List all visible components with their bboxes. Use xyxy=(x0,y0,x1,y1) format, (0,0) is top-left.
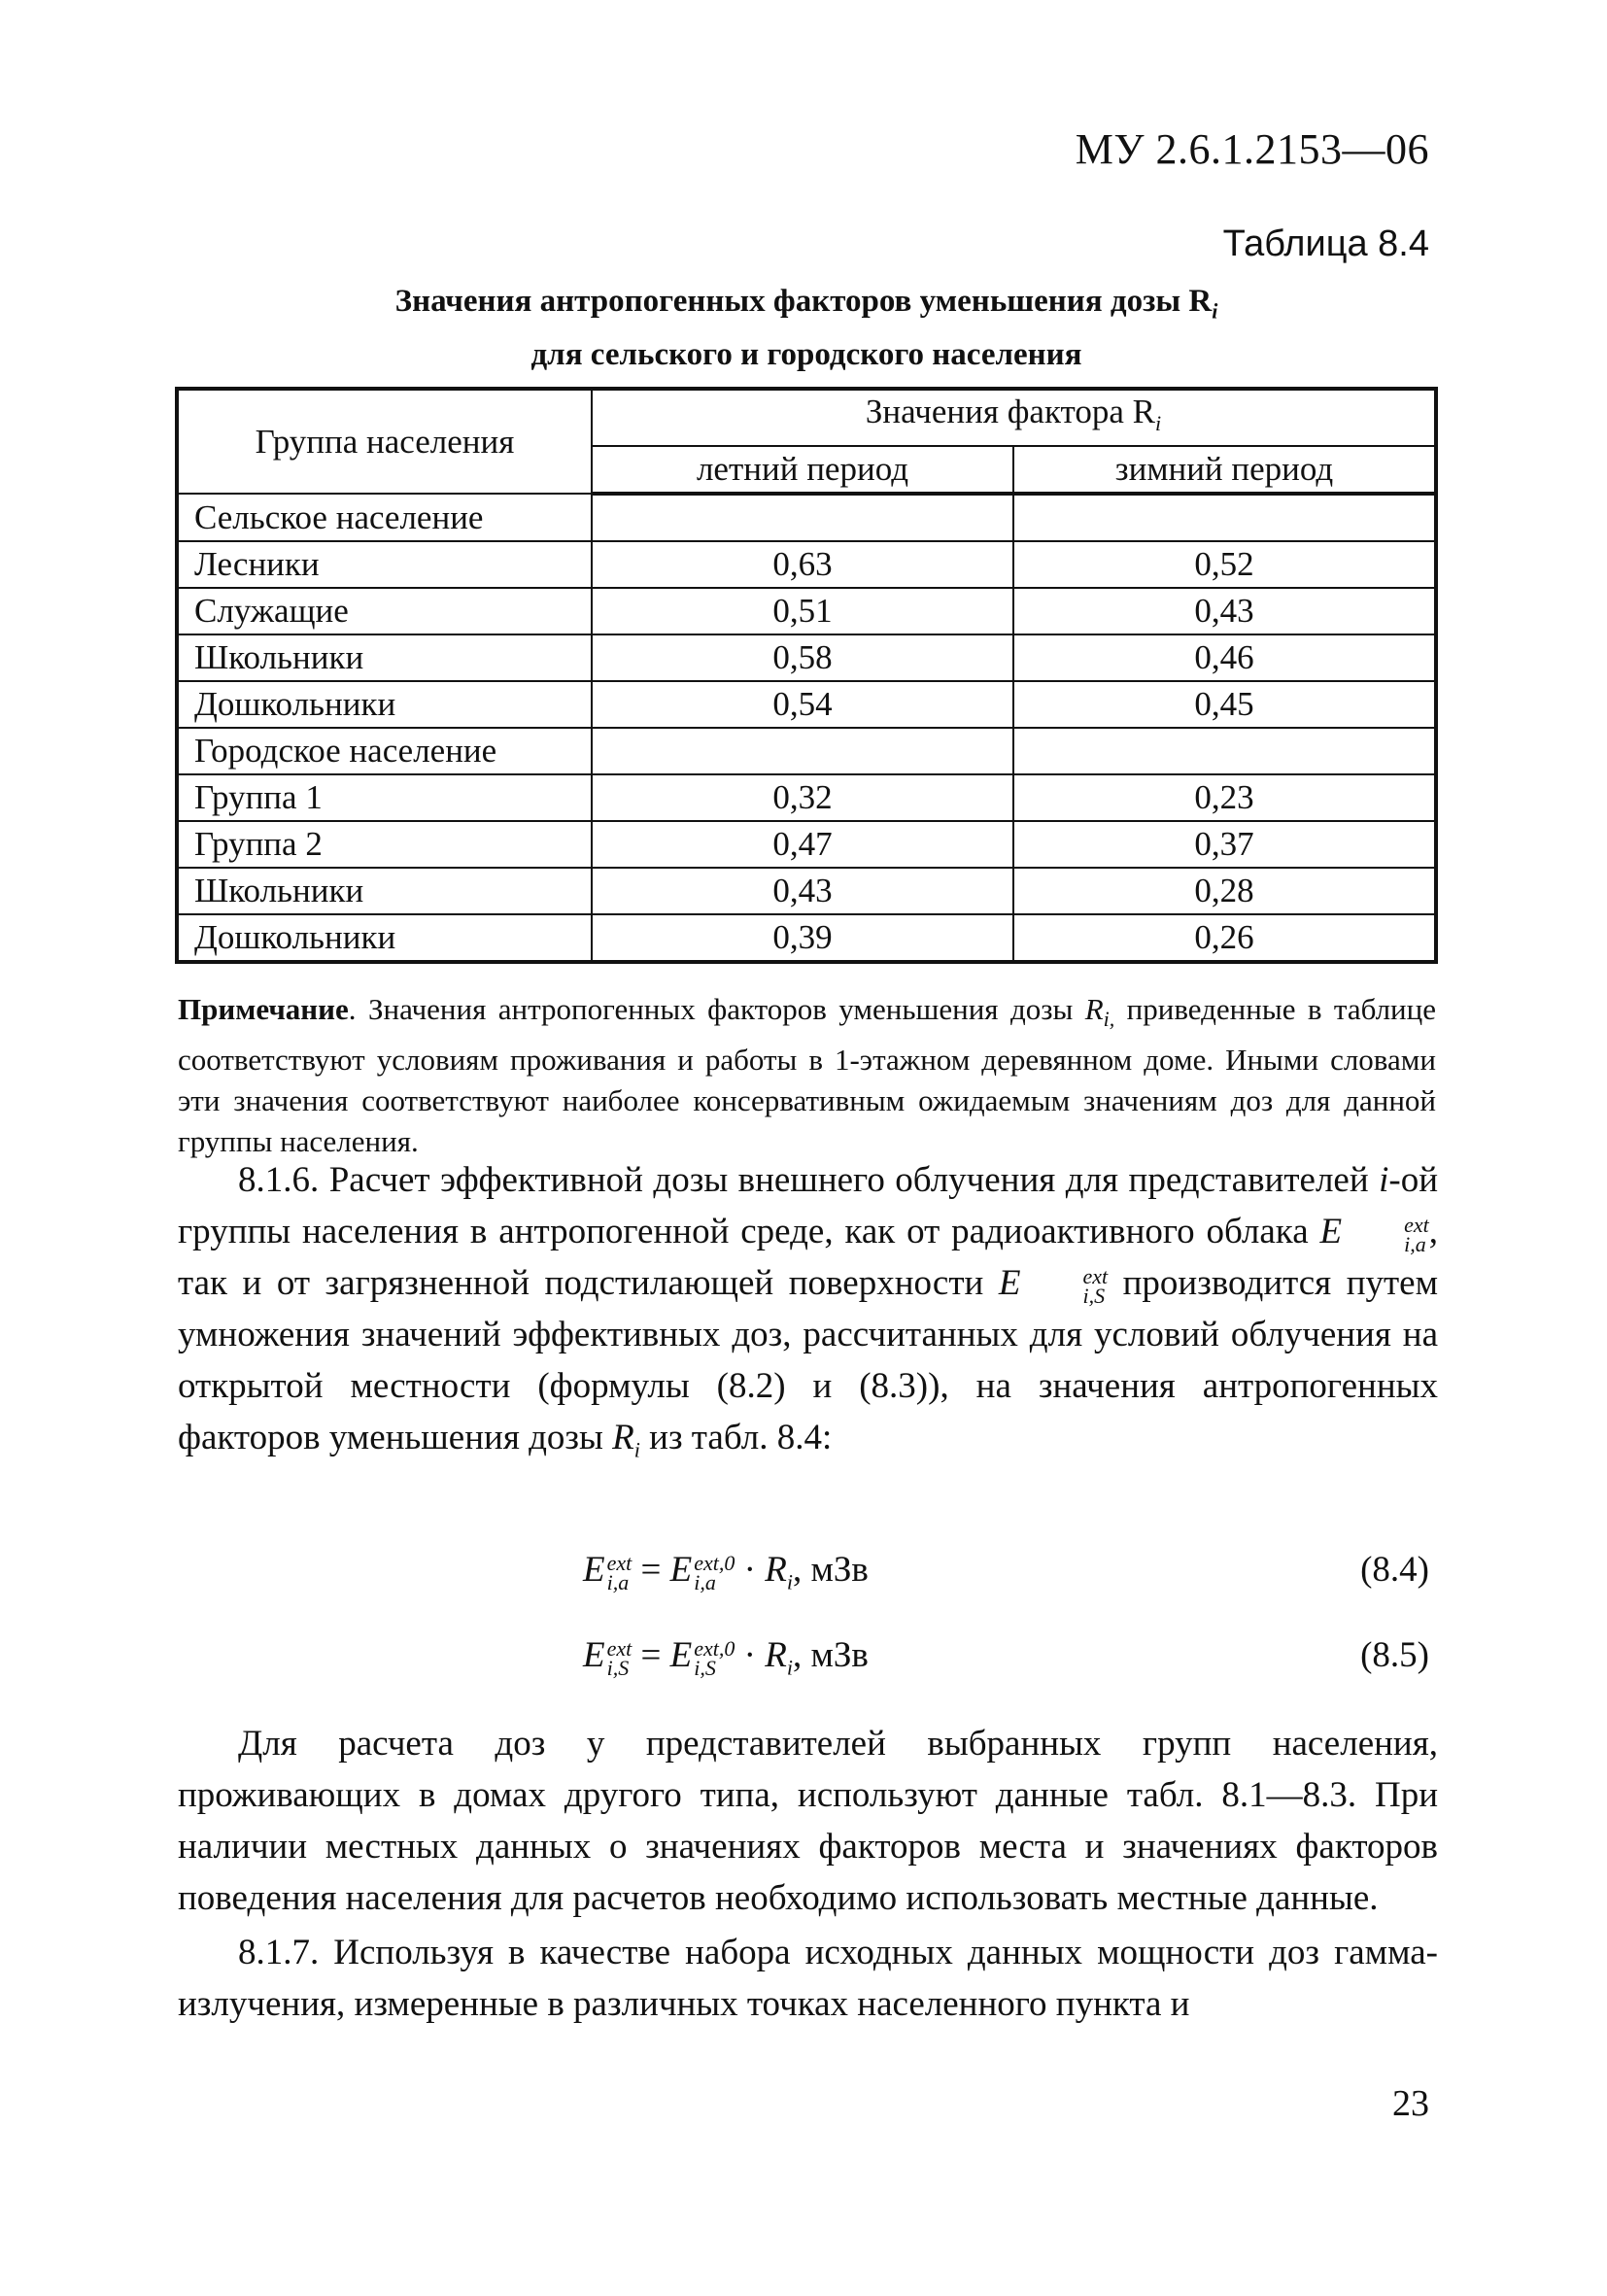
table-caption xyxy=(175,280,1438,376)
table-label: Таблица 8.4 xyxy=(1222,223,1429,264)
cell-winter: 0,26 xyxy=(1013,914,1436,962)
table-row xyxy=(177,541,1436,588)
cell-summer xyxy=(592,494,1013,541)
cell-summer: 0,54 xyxy=(592,681,1013,728)
table-row xyxy=(177,774,1436,821)
cell-winter: 0,43 xyxy=(1013,588,1436,634)
cell-group: Городское население xyxy=(177,728,592,774)
formula-8-5: E ext i,S = E ext,0 i,S · $R_i$, мЗв xyxy=(583,1635,869,1680)
cell-summer: 0,47 xyxy=(592,821,1013,868)
table-row xyxy=(177,681,1436,728)
cell-group: Школьники xyxy=(177,868,592,914)
cell-group: Дошкольники xyxy=(177,914,592,962)
caption-line-2: для сельского и городского населения xyxy=(530,336,1082,372)
cell-summer: 0,43 xyxy=(592,868,1013,914)
cell-group: Группа 1 xyxy=(177,774,592,821)
formula-8-4: E ext i,a = E ext,0 i,a · $R_i$, мЗв xyxy=(583,1550,869,1594)
header-summer: летний период xyxy=(592,446,1013,494)
cell-group: Сельское население xyxy=(177,494,592,541)
table-row xyxy=(177,588,1436,634)
document-code: МУ 2.6.1.2153—06 xyxy=(1075,125,1429,173)
paragraph-8-1-7: 8.1.7. Используя в качестве набора исходных данных мощности доз гамма-излучения, измеренные в различных точках населенного пункта и xyxy=(178,1933,1438,2024)
caption-subscript: i xyxy=(1212,298,1218,324)
cell-winter xyxy=(1013,494,1436,541)
table-row xyxy=(177,821,1436,868)
cell-winter: 0,23 xyxy=(1013,774,1436,821)
cell-winter: 0,46 xyxy=(1013,634,1436,681)
formula-number-8-4: (8.4) xyxy=(1360,1550,1429,1590)
page-number: 23 xyxy=(1392,2083,1429,2124)
paragraph-other-houses: Для расчета доз у представителей выбранных групп населения, проживающих в домах другого типа, используют данные табл. 8.1—8.3. При наличии местных данных о значениях факторов места и значениях факторов поведения населения для расчетов необходимо использовать местные данные. xyxy=(178,1724,1438,1918)
header-group: Группа населения xyxy=(177,389,592,494)
table-row xyxy=(177,728,1436,774)
cell-group: Служащие xyxy=(177,588,592,634)
cell-summer: 0,58 xyxy=(592,634,1013,681)
cell-summer: 0,63 xyxy=(592,541,1013,588)
cell-group: Школьники xyxy=(177,634,592,681)
table-row xyxy=(177,868,1436,914)
cell-group: Группа 2 xyxy=(177,821,592,868)
cell-winter: 0,52 xyxy=(1013,541,1436,588)
header-values: Значения фактора $R_i$ xyxy=(592,389,1436,446)
table-note: Примечание. Значения антропогенных факторов уменьшения дозы $R_{i,}$ приведенные в таблице соответствуют условиям проживания и работы в 1-этажном деревянном доме. Иными словами эти значения соответствуют наиболее консервативным ожидаемым значениям доз для данной группы населения. xyxy=(178,992,1436,1159)
factor-table xyxy=(175,387,1438,964)
table-body xyxy=(177,494,1436,962)
cell-group: Лесники xyxy=(177,541,592,588)
cell-summer: 0,32 xyxy=(592,774,1013,821)
cell-group: Дошкольники xyxy=(177,681,592,728)
header-winter: зимний период xyxy=(1013,446,1436,494)
cell-summer xyxy=(592,728,1013,774)
cell-winter: 0,45 xyxy=(1013,681,1436,728)
table-row xyxy=(177,494,1436,541)
caption-line-1: Значения антропогенных факторов уменьшения дозы R xyxy=(394,284,1213,319)
cell-summer: 0,39 xyxy=(592,914,1013,962)
cell-winter: 0,28 xyxy=(1013,868,1436,914)
cell-winter: 0,37 xyxy=(1013,821,1436,868)
formula-number-8-5: (8.5) xyxy=(1360,1635,1429,1675)
paragraph-8-1-6: 8.1.6. Расчет эффективной дозы внешнего облучения для представителей i-ой группы населения в антропогенной среде, как от радиоактивного облака E ext i,a , так и от загрязненной подстилающей поверхности E ext i,S производится путем умножения значений эффективных доз, рассчитанных для условий облучения на открытой местности (формулы (8.2) и (8.3)), на значения антропогенных факторов уменьшения дозы $R_i$ из табл. 8.4: xyxy=(178,1160,1438,1462)
cell-summer: 0,51 xyxy=(592,588,1013,634)
note-label: Примечание xyxy=(178,992,349,1026)
table-row xyxy=(177,914,1436,962)
cell-winter xyxy=(1013,728,1436,774)
table-row xyxy=(177,634,1436,681)
